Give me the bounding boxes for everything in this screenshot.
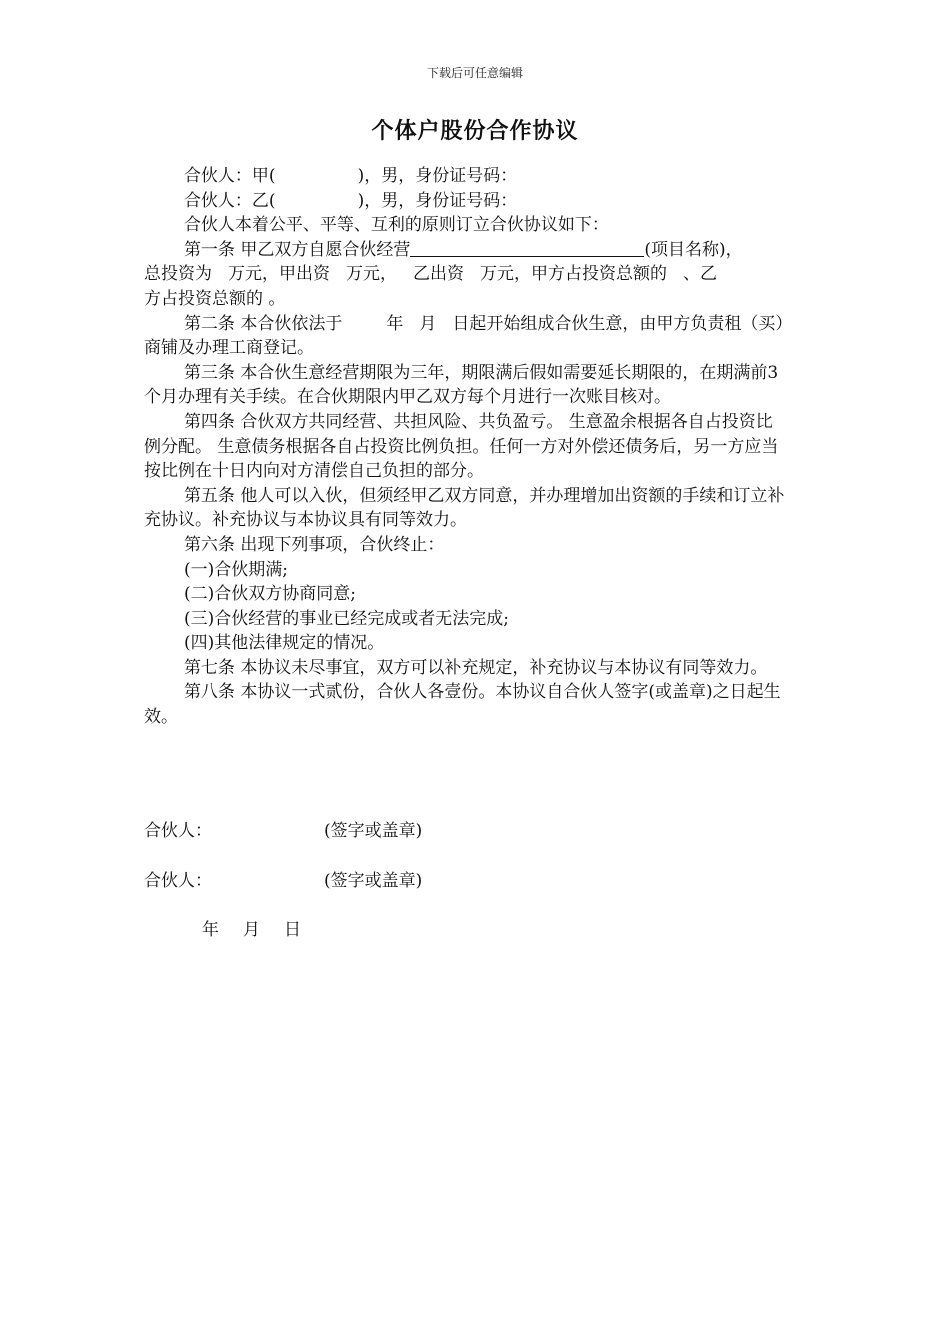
article1-b-label: 乙出资 (413, 264, 464, 285)
party-a-line (144, 164, 788, 189)
signature-note-1: (签字或盖章) (324, 821, 423, 841)
project-name-blank (410, 240, 644, 257)
article1-a-unit: 万元， (346, 264, 397, 285)
date-year: 年 (202, 920, 219, 940)
termination-item-4: (四)其他法律规定的情况。 (183, 633, 385, 654)
article6: 第六条 出现下列事项，合伙终止： (183, 534, 445, 555)
header-note: 下载后可任意编辑 (426, 66, 523, 80)
signature-line-1 (144, 816, 784, 841)
article1-line2 (144, 262, 788, 287)
document-title: 个体户股份合作协议 (371, 118, 579, 144)
date-day: 日 (284, 920, 301, 940)
party-a-prefix: 合伙人：甲( (183, 166, 276, 186)
article2-month: 月 (419, 313, 437, 334)
article1-b-ratio-label: 、乙 (683, 264, 717, 285)
party-b-line (144, 189, 788, 214)
date-month: 月 (243, 920, 260, 940)
article3: 第三条 本合伙生意经营期限为三年，期限满后假如需要延长期限的，在期满前3个月办理有关手续。在合伙期限内甲乙双方每个月进行一次账目核对。 (144, 362, 779, 408)
article8: 第八条 本协议一式贰份，合伙人各壹份。本协议自合伙人签字(或盖章)之日起生效。 (144, 682, 781, 728)
article2 (144, 312, 788, 361)
article1-line3: 方占投资总额的 。 (144, 288, 286, 309)
termination-item-2: (二)合伙双方协商同意; (183, 584, 356, 605)
article2-year: 年 (386, 313, 404, 334)
signature-label-2: 合伙人： (144, 871, 212, 891)
signature-note-2: (签字或盖章) (324, 871, 423, 891)
party-b-suffix: )，男，身份证号码： (357, 190, 518, 211)
signature-line-2 (144, 866, 784, 891)
article1-ratio-label: 万元，甲方占投资总额的 (480, 264, 667, 285)
termination-item-3: (三)合伙经营的事业已经完成或者无法完成; (183, 608, 509, 629)
article7: 第七条 本协议未尽事宜，双方可以补充规定，补充协议与本协议有同等效力。 (183, 657, 768, 678)
party-a-suffix: )，男，身份证号码： (357, 166, 518, 186)
article1-a-label: 万元，甲出资 (228, 264, 330, 285)
signature-label-1: 合伙人： (144, 821, 212, 841)
signature-date-line (202, 915, 301, 940)
article4: 第四条 合伙双方共同经营、共担风险、共负盈亏。 生意盈余根据各自占投资比例分配。 生意债务根据各自占投资比例负担。任何一方对外偿还债务后，另一方应当按比例在十日内向对方清偿自己负担的部分。 (144, 411, 779, 482)
article1-line1 (144, 238, 788, 263)
document-body (144, 164, 788, 730)
article5: 第五条 他人可以入伙，但须经甲乙双方同意，并办理增加出资额的手续和订立补充协议。补充协议与本协议具有同等效力。 (144, 485, 785, 531)
intro-line: 合伙人本着公平、平等、互利的原则订立合伙协议如下： (183, 215, 609, 236)
article2-part4: 日起开始组成合伙生意，由甲方负责租（买）商铺及办理工商登记。 (144, 313, 784, 359)
article1-total-label: 总投资为 (144, 264, 212, 285)
article2-part1: 第二条 本合伙依法于 (183, 313, 343, 334)
termination-item-1: (一)合伙期满; (183, 559, 288, 580)
article1-prefix: 第一条 甲乙双方自愿合伙经营 (183, 239, 411, 260)
article1-suffix: (项目名称)， (644, 239, 743, 260)
party-b-prefix: 合伙人：乙( (183, 190, 276, 211)
